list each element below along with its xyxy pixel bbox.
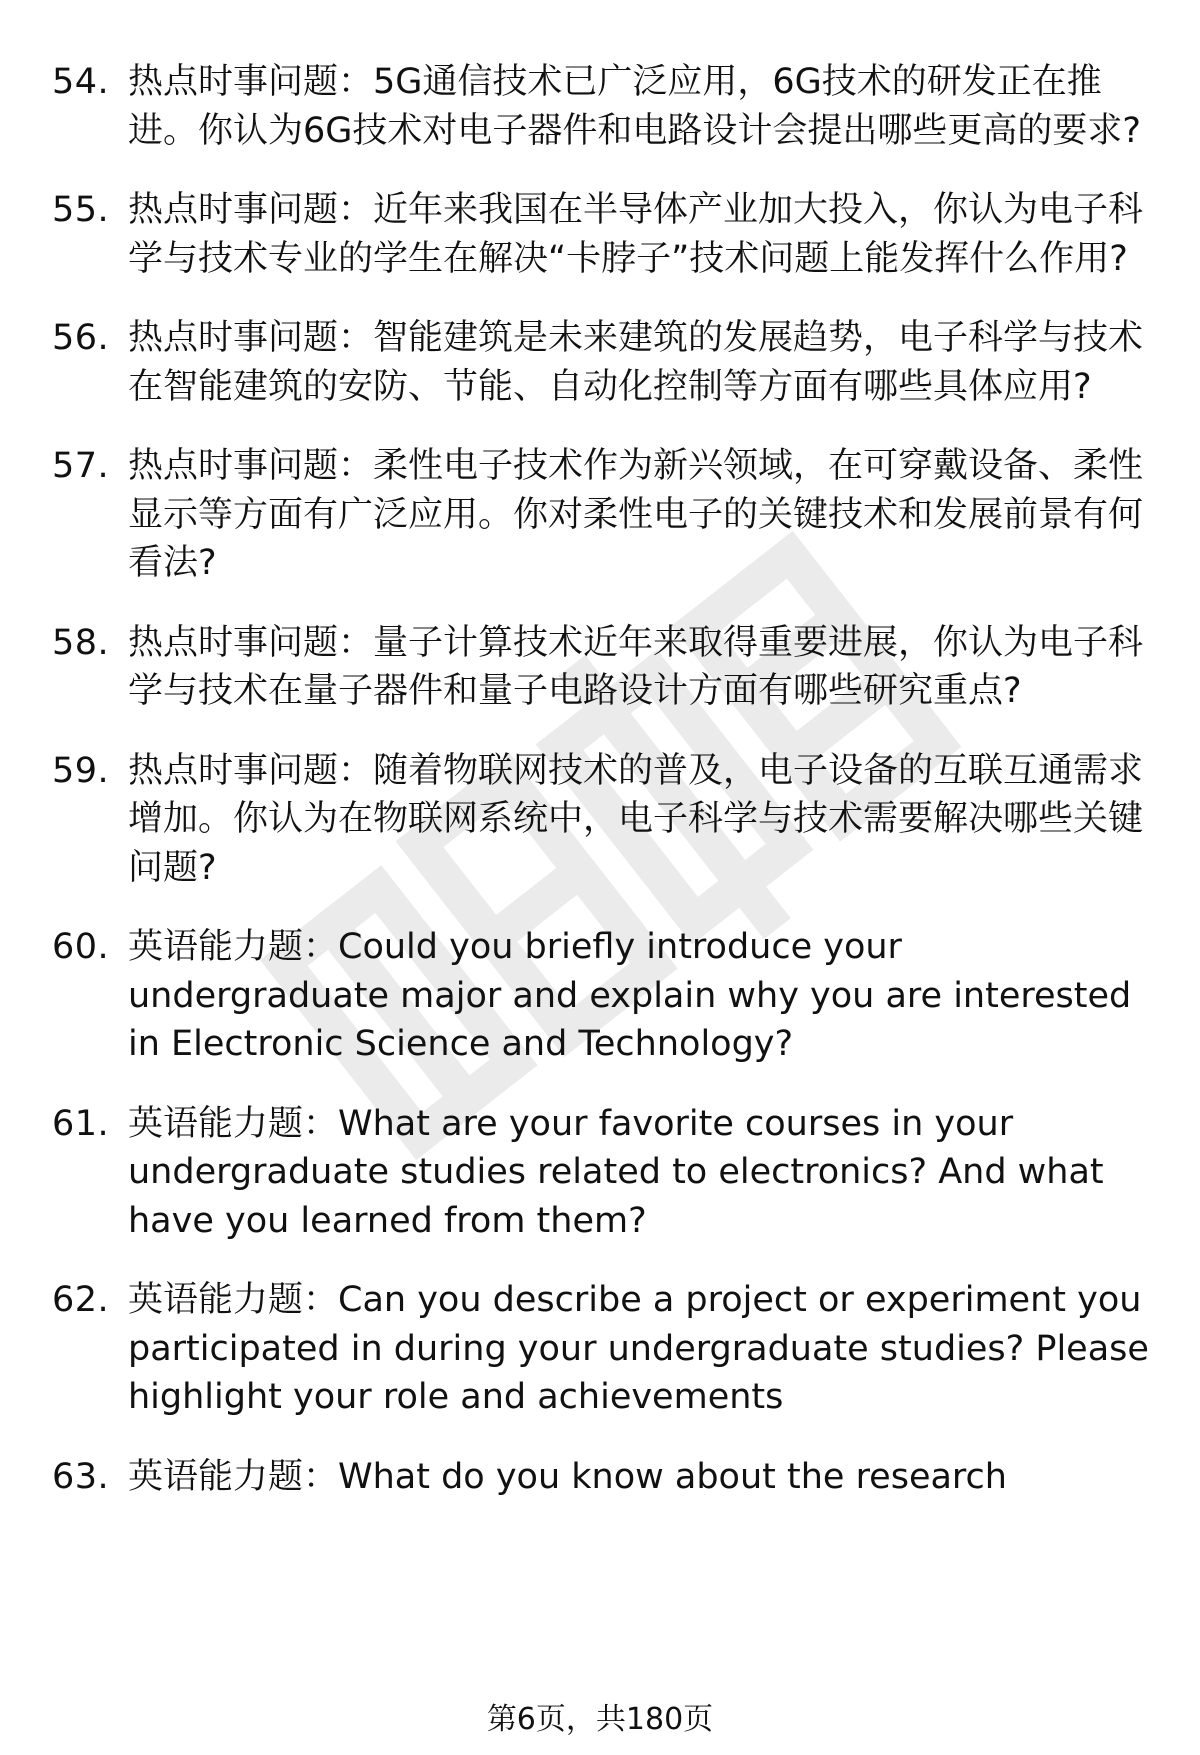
question-text: 英语能力题：What do you know about the research bbox=[128, 1456, 1007, 1497]
question-number: 60. bbox=[52, 927, 110, 967]
question-text: 热点时事问题：柔性电子技术作为新兴领域，在可穿戴设备、柔性显示等方面有广泛应用。你对柔性电子的关键技术和发展前景有何看法? bbox=[128, 446, 1144, 583]
list-item bbox=[52, 619, 1162, 716]
question-text: 英语能力题：What are your favorite courses in your undergraduate studies related to electronics? And what have you learned from them? bbox=[128, 1103, 1104, 1241]
page-number-footer: 第6页，共180页 bbox=[486, 1702, 714, 1737]
question-list bbox=[52, 58, 1162, 1532]
question-text: 热点时事问题：5G通信技术已广泛应用，6G技术的研发正在推进。你认为6G技术对电子器件和电路设计会提出哪些更高的要求? bbox=[128, 62, 1141, 151]
list-item bbox=[52, 314, 1162, 411]
list-item bbox=[52, 442, 1162, 588]
question-number: 58. bbox=[52, 622, 110, 663]
list-item bbox=[52, 58, 1162, 155]
question-text: 热点时事问题：近年来我国在半导体产业加大投入，你认为电子科学与技术专业的学生在解决“卡脖子”技术问题上能发挥什么作用? bbox=[128, 190, 1144, 279]
question-text: 英语能力题：Could you briefly introduce your undergraduate major and explain why you are interested in Electronic Science and Technology? bbox=[128, 927, 1132, 1064]
question-text: 热点时事问题：随着物联网技术的普及，电子设备的互联互通需求增加。你认为在物联网系统中，电子科学与技术需要解决哪些关键问题? bbox=[128, 750, 1144, 888]
question-text: 英语能力题：Can you describe a project or experiment you participated in during your undergraduate studies? Please highlight your role and achievements bbox=[128, 1280, 1149, 1417]
list-item bbox=[52, 747, 1162, 893]
question-number: 56. bbox=[52, 318, 110, 358]
question-number: 63. bbox=[52, 1456, 110, 1497]
question-number: 61. bbox=[52, 1103, 110, 1144]
question-number: 54. bbox=[52, 62, 110, 102]
question-number: 55. bbox=[52, 190, 110, 230]
question-number: 57. bbox=[52, 446, 110, 486]
list-item bbox=[52, 923, 1162, 1069]
list-item bbox=[52, 186, 1162, 283]
question-text: 热点时事问题：智能建筑是未来建筑的发展趋势，电子科学与技术在智能建筑的安防、节能、自动化控制等方面有哪些具体应用? bbox=[128, 318, 1144, 407]
list-item bbox=[52, 1276, 1162, 1422]
list-item bbox=[52, 1453, 1162, 1502]
question-number: 59. bbox=[52, 750, 110, 791]
question-text: 热点时事问题：量子计算技术近年来取得重要进展，你认为电子科学与技术在量子器件和量子电路设计方面有哪些研究重点? bbox=[128, 622, 1144, 711]
list-item bbox=[52, 1100, 1162, 1246]
question-number: 62. bbox=[52, 1280, 110, 1320]
